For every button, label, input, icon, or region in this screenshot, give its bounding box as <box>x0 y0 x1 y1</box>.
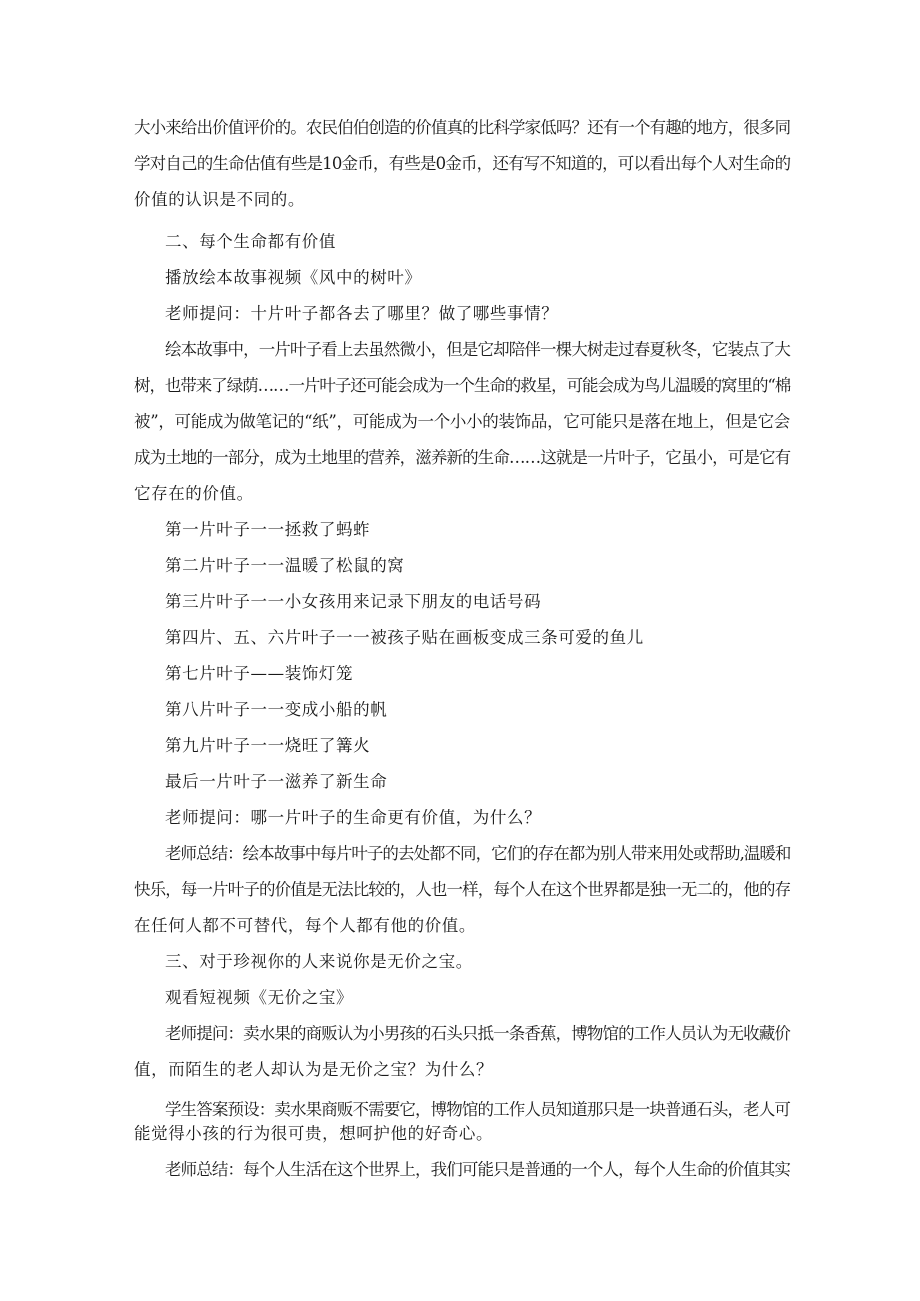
teacher-question: 老师提问：哪一片叶子的生命更有价值，为什么？ <box>165 808 542 827</box>
leaf-item: 第八片叶子一一变成小船的帆 <box>165 700 388 719</box>
leaf-item: 第一片叶子一一拯救了蚂蚱 <box>165 520 371 539</box>
text-line: 绘本故事中，一片叶子看上去虽然微小，但是它却陪伴一棵大树走过春夏秋冬，它装点了大 <box>165 340 790 359</box>
text-line: 学生答案预设：卖水果商贩不需要它，博物馆的工作人员知道那只是一块普通石头，老人可 <box>165 1100 790 1119</box>
leaf-item: 第二片叶子一一温暖了松鼠的窝 <box>165 556 405 575</box>
leaf-item: 第七片叶子——装饰灯笼 <box>165 664 354 683</box>
text-line: 能觉得小孩的行为很可贵，想呵护他的好奇心。 <box>134 1124 494 1143</box>
text-line: 价值的认识是不同的。 <box>134 190 305 209</box>
text-line: 在任何人都不可替代，每个人都有他的价值。 <box>134 916 476 935</box>
leaf-item: 最后一片叶子一滋养了新生命 <box>165 772 388 791</box>
text-line: 老师提问：卖水果的商贩认为小男孩的石头只抵一条香蕉，博物馆的工作人员认为无收藏价 <box>165 1024 790 1043</box>
paragraph-line: 观看短视频《无价之宝》 <box>165 988 354 1007</box>
leaf-item: 第四片、五、六片叶子一一被孩子贴在画板变成三条可爱的鱼儿 <box>165 628 644 647</box>
text-line: 快乐，每一片叶子的价值是无法比较的，人也一样，每个人在这个世界都是独一无二的，他的存 <box>134 880 791 899</box>
leaf-item: 第三片叶子一一小女孩用来记录下朋友的电话号码 <box>165 592 542 611</box>
text-line: 大小来给出价值评价的。农民伯伯创造的价值真的比科学家低吗？还有一个有趣的地方，很多同 <box>134 118 791 137</box>
text-line: 老师总结：绘本故事中每片叶子的去处都不同，它们的存在都为别人带来用处或帮助,温暖和 <box>165 844 791 863</box>
teacher-summary: 老师总结：每个人生活在这个世界上，我们可能只是普通的一个人，每个人生命的价值其实 <box>165 1160 790 1179</box>
text-line: 被”，可能成为做笔记的“纸”，可能成为一个小小的装饰品，它可能只是落在地上，但是它会 <box>134 412 791 431</box>
text-line: 树，也带来了绿荫……一片叶子还可能会成为一个生命的救星，可能会成为鸟儿温暖的窝里的“棉 <box>134 376 791 395</box>
text-line: 学对自己的生命估值有些是10金币，有些是0金币，还有写不知道的，可以看出每个人对生命的 <box>134 154 791 173</box>
teacher-question: 老师提问：十片叶子都各去了哪里？做了哪些事情？ <box>165 304 559 323</box>
section-heading: 二、每个生命都有价值 <box>165 232 336 251</box>
text-line: 它存在的价值。 <box>134 484 254 503</box>
text-line: 成为土地的一部分，成为土地里的营养，滋养新的生命……这就是一片叶子，它虽小，可是它有 <box>134 448 791 467</box>
section-heading: 三、对于珍视你的人来说你是无价之宝。 <box>165 952 473 971</box>
paragraph-line: 播放绘本故事视频《风中的树叶》 <box>165 268 422 287</box>
text-line: 值，而陌生的老人却认为是无价之宝？为什么？ <box>134 1060 494 1079</box>
leaf-item: 第九片叶子一一烧旺了篝火 <box>165 736 371 755</box>
